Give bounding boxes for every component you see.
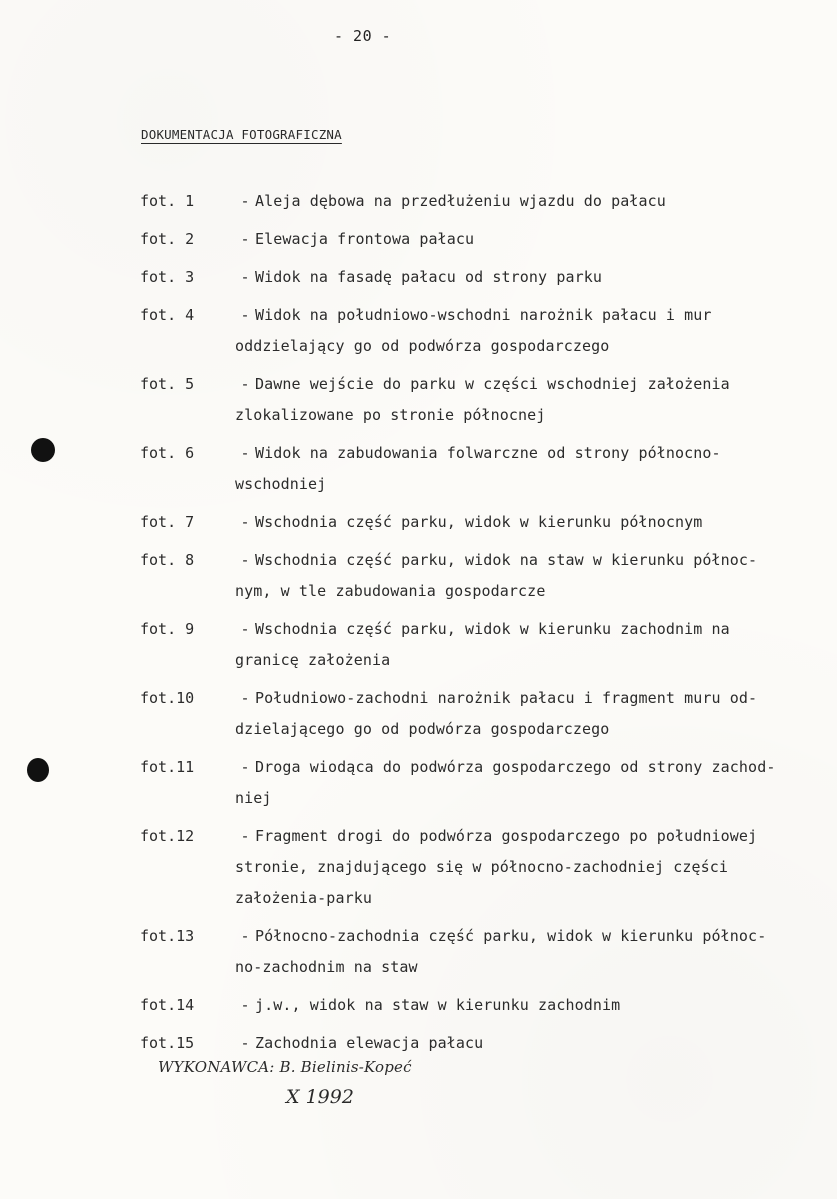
punch-hole-bottom (27, 758, 49, 782)
entry-label: fot.12 (140, 827, 195, 845)
entry-continuation: założenia-parku (235, 889, 372, 907)
entry-label: fot. 4 (140, 306, 195, 324)
entry-continuation: granicę założenia (235, 651, 391, 669)
entry-label: fot.14 (140, 996, 195, 1014)
photo-entry-8 (140, 545, 820, 607)
entry-dash: - (240, 758, 250, 776)
entry-row (140, 683, 820, 714)
entry-text: j.w., widok na staw w kierunku zachodnim (255, 996, 621, 1014)
entry-label: fot. 7 (140, 513, 195, 531)
entry-label: fot.13 (140, 927, 195, 945)
entry-text: Droga wiodąca do podwórza gospodarczego od strony zachod- (255, 758, 776, 776)
photo-entry-10 (140, 683, 820, 745)
entry-continuation: niej (235, 789, 272, 807)
entry-row (140, 300, 820, 331)
entry-text: Wschodnia część parku, widok w kierunku północnym (255, 513, 703, 531)
photo-entry-3 (140, 262, 820, 293)
signature-name: WYKONAWCA: B. Bielinis-Kopeć (158, 1058, 412, 1076)
entry-dash: - (240, 689, 250, 707)
photo-entry-13 (140, 921, 820, 983)
page-number: - 20 - (334, 27, 392, 45)
entry-dash: - (240, 996, 250, 1014)
entry-dash: - (240, 268, 250, 286)
entry-text: Fragment drogi do podwórza gospodarczego po południowej (255, 827, 758, 845)
photo-list (140, 186, 820, 1066)
entry-label: fot.11 (140, 758, 195, 776)
entry-dash: - (240, 551, 250, 569)
entry-row (140, 821, 820, 852)
entry-text: Widok na fasadę pałacu od strony parku (255, 268, 602, 286)
entry-continuation: no-zachodnim na staw (235, 958, 418, 976)
entry-row (140, 507, 820, 538)
signature-date: X 1992 (286, 1086, 354, 1108)
document-title: DOKUMENTACJA FOTOGRAFICZNA (141, 127, 342, 142)
photo-entry-5 (140, 369, 820, 431)
entry-text: Widok na południowo-wschodni narożnik pałacu i mur (255, 306, 712, 324)
photo-entry-11 (140, 752, 820, 814)
entry-label: fot. 5 (140, 375, 195, 393)
entry-text: Elewacja frontowa pałacu (255, 230, 475, 248)
entry-row (140, 369, 820, 400)
entry-row (140, 990, 820, 1021)
photo-entry-7 (140, 507, 820, 538)
entry-row (140, 545, 820, 576)
entry-dash: - (240, 620, 250, 638)
entry-row (140, 921, 820, 952)
photo-entry-14 (140, 990, 820, 1021)
entry-label: fot. 2 (140, 230, 195, 248)
entry-text: Wschodnia część parku, widok w kierunku zachodnim na (255, 620, 730, 638)
entry-text: Widok na zabudowania folwarczne od strony północno- (255, 444, 721, 462)
entry-text: Północno-zachodnia część parku, widok w kierunku północ- (255, 927, 767, 945)
entry-label: fot.15 (140, 1034, 195, 1052)
entry-dash: - (240, 927, 250, 945)
entry-dash: - (240, 192, 250, 210)
photo-entry-4 (140, 300, 820, 362)
entry-label: fot. 3 (140, 268, 195, 286)
entry-dash: - (240, 513, 250, 531)
entry-label: fot.10 (140, 689, 195, 707)
photo-entry-9 (140, 614, 820, 676)
photo-entry-6 (140, 438, 820, 500)
signature-block (158, 1052, 618, 1132)
entry-dash: - (240, 444, 250, 462)
punch-hole-top (31, 438, 55, 462)
entry-row (140, 614, 820, 645)
entry-row (140, 186, 820, 217)
entry-dash: - (240, 230, 250, 248)
entry-row (140, 438, 820, 469)
entry-text: Zachodnia elewacja pałacu (255, 1034, 484, 1052)
entry-row (140, 752, 820, 783)
entry-dash: - (240, 375, 250, 393)
entry-label: fot. 8 (140, 551, 195, 569)
entry-continuation: nym, w tle zabudowania gospodarcze (235, 582, 546, 600)
entry-text: Aleja dębowa na przedłużeniu wjazdu do pałacu (255, 192, 666, 210)
photo-entry-2 (140, 224, 820, 255)
entry-dash: - (240, 306, 250, 324)
entry-label: fot. 1 (140, 192, 195, 210)
photo-entry-1 (140, 186, 820, 217)
entry-text: Południowo-zachodni narożnik pałacu i fragment muru od- (255, 689, 758, 707)
entry-row (140, 262, 820, 293)
entry-continuation: oddzielający go od podwórza gospodarczego (235, 337, 610, 355)
entry-dash: - (240, 1034, 250, 1052)
photo-entry-12 (140, 821, 820, 914)
entry-row (140, 224, 820, 255)
entry-dash: - (240, 827, 250, 845)
entry-continuation: wschodniej (235, 475, 327, 493)
entry-continuation: stronie, znajdującego się w północno-zachodniej części (235, 858, 729, 876)
entry-label: fot. 6 (140, 444, 195, 462)
entry-text: Wschodnia część parku, widok na staw w kierunku północ- (255, 551, 758, 569)
entry-text: Dawne wejście do parku w części wschodniej założenia (255, 375, 730, 393)
entry-continuation: dzielającego go od podwórza gospodarczego (235, 720, 610, 738)
entry-label: fot. 9 (140, 620, 195, 638)
entry-continuation: zlokalizowane po stronie północnej (235, 406, 546, 424)
